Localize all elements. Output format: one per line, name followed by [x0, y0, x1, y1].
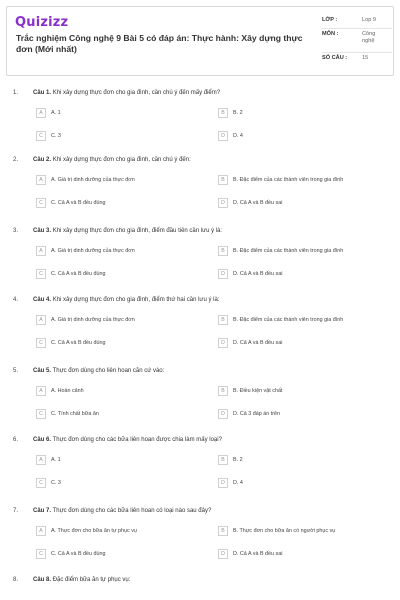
option-letter-box: C	[36, 131, 46, 141]
meta-value-mon: Công nghệ	[362, 31, 376, 44]
meta-row-mon	[322, 29, 392, 53]
quizizz-logo: Quizizz	[15, 15, 69, 30]
option-text: A. Giá trị dinh dưỡng của thực đơn	[51, 248, 135, 254]
question-body: Khi xây dựng thực đơn cho gia đình, điểm đầu tiên cần lưu ý là:	[52, 228, 223, 234]
option-letter-box: B	[218, 246, 228, 256]
question-body: Đặc điểm bữa ăn tự phục vụ:	[52, 577, 131, 583]
option-letter-box: C	[36, 549, 46, 559]
meta-label-lop: LỚP :	[322, 17, 338, 23]
option-letter-box: D	[218, 478, 228, 488]
question-number: 3.	[13, 228, 19, 234]
option-letter-box: A	[36, 455, 46, 465]
option-text: A. 1	[51, 457, 61, 463]
option-text: C. 3	[51, 133, 61, 139]
option-letter-box: B	[218, 455, 228, 465]
question-body: Thực đơn dùng cho các bữa liên hoan được chia làm mấy loại?	[52, 437, 222, 443]
question-body: Khi xây dựng thực đơn cho gia đình, cần chú ý đến:	[52, 157, 191, 163]
option-letter-box: A	[36, 315, 46, 325]
option-letter-box: A	[36, 108, 46, 118]
option-letter-box: D	[218, 409, 228, 419]
question-label: Câu 7.	[33, 508, 52, 514]
option-letter-box: B	[218, 526, 228, 536]
option-text: A. Giá trị dinh dưỡng của thực đơn	[51, 317, 135, 323]
option-text: C. 3	[51, 480, 61, 486]
option-letter-box: B	[218, 315, 228, 325]
meta-label-socau: SỐ CÂU :	[322, 55, 348, 61]
question-text	[33, 508, 383, 514]
option-text: D. Cả A và B đều sai	[233, 551, 283, 557]
option-letter-box: C	[36, 338, 46, 348]
question-number: 2.	[13, 157, 19, 163]
option-letter-box: C	[36, 409, 46, 419]
question-number: 5.	[13, 368, 19, 374]
option-text: B. 2	[233, 110, 243, 116]
page-title: Trắc nghiệm Công nghệ 9 Bài 5 có đáp án: Thực hành: Xây dựng thực đơn (Mới nhất)	[16, 33, 303, 54]
option-letter-box: D	[218, 198, 228, 208]
question-label: Câu 3.	[33, 228, 52, 234]
option-text: C. Cả A và B đều đúng	[51, 271, 106, 277]
question-text	[33, 90, 383, 96]
meta-label-mon: MÔN :	[322, 31, 339, 37]
option-letter-box: D	[218, 338, 228, 348]
question-body: Khi xây dựng thực đơn cho gia đình, cần chú ý đến mấy điểm?	[52, 90, 221, 96]
question-label: Câu 4.	[33, 297, 52, 303]
question-label: Câu 6.	[33, 437, 52, 443]
option-text: B. Đặc điểm của các thành viên trong gia đình	[233, 317, 344, 323]
option-text: D. Cả A và B đều sai	[233, 340, 283, 346]
option-text: B. Đặc điểm của các thành viên trong gia đình	[233, 177, 344, 183]
option-text: B. 2	[233, 457, 243, 463]
option-letter-box: B	[218, 108, 228, 118]
meta-row-lop	[322, 15, 392, 29]
question-body: Thực đơn dùng cho các bữa liên hoan có loại nào sau đây?	[52, 508, 212, 514]
question-label: Câu 5.	[33, 368, 52, 374]
question-body: Thực đơn dùng cho liên hoan căn cứ vào:	[52, 368, 165, 374]
option-text: D. 4	[233, 133, 243, 139]
question-number: 1.	[13, 90, 19, 96]
option-text: D. Cả A và B đều sai	[233, 271, 283, 277]
option-text: A. Thực đơn cho bữa ăn tự phục vụ	[51, 528, 137, 534]
question-label: Câu 1.	[33, 90, 52, 96]
option-letter-box: D	[218, 549, 228, 559]
option-text: D. Cả A và B đều sai	[233, 200, 283, 206]
meta-row-socau	[322, 53, 392, 69]
option-text: A. Hoàn cảnh	[51, 388, 84, 394]
option-letter-box: A	[36, 386, 46, 396]
question-number: 4.	[13, 297, 19, 303]
option-text: D. Cả 3 đáp án trên	[233, 411, 281, 417]
option-letter-box: A	[36, 175, 46, 185]
option-text: B. Điều kiện vật chất	[233, 388, 283, 394]
option-letter-box: B	[218, 386, 228, 396]
question-number: 7.	[13, 508, 19, 514]
question-text	[33, 297, 383, 303]
question-text	[33, 228, 383, 234]
question-text	[33, 437, 383, 443]
worksheet-header	[6, 6, 394, 76]
option-letter-box: D	[218, 131, 228, 141]
meta-panel	[322, 15, 392, 69]
question-text	[33, 577, 383, 583]
option-text: C. Tính chất bữa ăn	[51, 411, 99, 417]
option-text: D. 4	[233, 480, 243, 486]
option-text: B. Thực đơn cho bữa ăn có người phục vụ	[233, 528, 336, 534]
option-text: A. 1	[51, 110, 61, 116]
meta-value-socau: 15	[362, 55, 369, 61]
question-text	[33, 368, 383, 374]
meta-value-lop: Lop 9	[362, 17, 376, 23]
question-number: 8.	[13, 577, 19, 583]
option-letter-box: A	[36, 246, 46, 256]
question-label: Câu 2.	[33, 157, 52, 163]
option-text: C. Cả A và B đều đúng	[51, 340, 106, 346]
question-label: Câu 8.	[33, 577, 52, 583]
option-letter-box: A	[36, 526, 46, 536]
option-text: C. Cả A và B đều đúng	[51, 551, 106, 557]
option-text: B. Đặc điểm của các thành viên trong gia đình	[233, 248, 344, 254]
option-letter-box: C	[36, 478, 46, 488]
option-letter-box: B	[218, 175, 228, 185]
option-text: A. Giá trị dinh dưỡng của thực đơn	[51, 177, 135, 183]
question-number: 6.	[13, 437, 19, 443]
option-letter-box: D	[218, 269, 228, 279]
option-letter-box: C	[36, 269, 46, 279]
option-letter-box: C	[36, 198, 46, 208]
question-text	[33, 157, 383, 163]
option-text: C. Cả A và B đều đúng	[51, 200, 106, 206]
question-body: Khi xây dựng thực đơn cho gia đình, điểm thứ hai cần lưu ý là:	[52, 297, 220, 303]
